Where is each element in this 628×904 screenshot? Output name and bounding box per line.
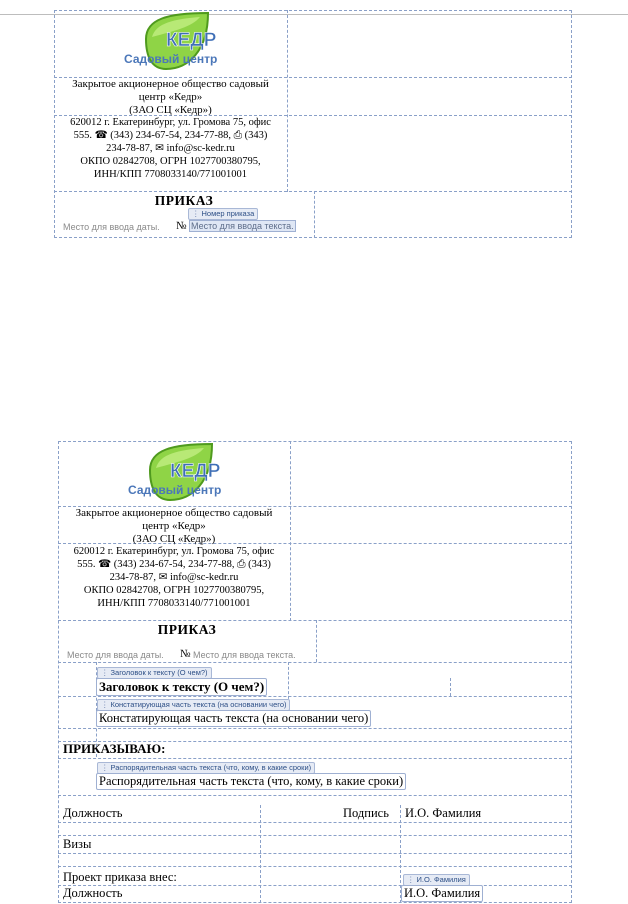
signature-sign-label: Подпись xyxy=(343,806,389,820)
company-logo xyxy=(126,442,222,508)
email-line: 234-78-87, ✉ info@sc-kedr.ru xyxy=(106,143,235,154)
directive-field[interactable]: Распорядительная часть текста (что, кому, в какие сроки) xyxy=(96,773,406,790)
order-date-field[interactable]: Место для ввода даты. xyxy=(67,650,164,660)
project-position: Должность xyxy=(63,886,123,900)
org-short-name: (ЗАО СЦ «Кедр») xyxy=(129,104,212,116)
project-name-tag: ⋮ И.О. Фамилия xyxy=(403,874,470,886)
row-line xyxy=(58,885,572,886)
svg-text:КЕДР: КЕДР xyxy=(170,461,221,482)
inn-line: ИНН/КПП 7708033140/771001001 xyxy=(97,598,251,609)
row-line xyxy=(58,866,572,867)
project-name-field[interactable]: И.О. Фамилия xyxy=(401,885,483,902)
org-name-line: центр «Кедр» xyxy=(142,520,206,532)
row-line xyxy=(58,620,572,621)
address-block xyxy=(54,116,287,181)
address-line: 620012 г. Екатеринбург, ул. Громова 75, офис xyxy=(70,117,271,128)
directive-tag: ⋮ Распорядительная часть текста (что, кому, в какие сроки) xyxy=(97,762,315,774)
org-name-block xyxy=(58,507,290,546)
order-word: ПРИКАЗЫВАЮ: xyxy=(63,741,166,756)
address-block xyxy=(58,545,290,610)
column-line xyxy=(260,805,261,903)
column-line xyxy=(450,678,451,696)
row-line xyxy=(58,853,572,854)
order-date-field[interactable]: Место для ввода даты. xyxy=(63,222,160,232)
signature-name: И.О. Фамилия xyxy=(405,806,482,820)
email-line: 234-78-87, ✉ info@sc-kedr.ru xyxy=(109,572,239,583)
order-number-field[interactable]: Место для ввода текста. xyxy=(191,221,294,231)
statement-field[interactable]: Констатирующая часть текста (на основании чего) xyxy=(96,710,371,727)
okpo-line: ОКПО 02842708, ОГРН 1027700380795, xyxy=(80,156,261,167)
phone-line: 555. ☎ (343) 234-67-54, 234-77-88, ⎙ (343) xyxy=(73,130,268,141)
project-label: Проект приказа внес: xyxy=(63,870,177,884)
header-divider xyxy=(314,191,315,238)
svg-text:КЕДР: КЕДР xyxy=(166,30,217,51)
header-divider xyxy=(316,620,317,662)
address-line: 620012 г. Екатеринбург, ул. Громова 75, офис xyxy=(73,546,275,557)
company-logo xyxy=(122,11,218,77)
row-line xyxy=(58,662,572,663)
row-line xyxy=(58,758,572,759)
heading-tag: ⋮ Заголовок к тексту (О чем?) xyxy=(97,667,212,679)
org-name-line: Закрытое акционерное общество садовый xyxy=(75,507,273,519)
okpo-line: ОКПО 02842708, ОГРН 1027700380795, xyxy=(83,585,265,596)
row-line xyxy=(58,728,572,729)
number-tag: ⋮ Номер приказа xyxy=(188,208,258,220)
header-divider xyxy=(287,10,288,192)
row-line xyxy=(58,696,572,697)
org-name-block xyxy=(54,78,287,117)
row-line xyxy=(58,822,572,823)
statement-tag: ⋮ Констатирующая часть текста (на основании чего) xyxy=(97,699,290,711)
header-row-line xyxy=(54,191,572,192)
order-title: ПРИКАЗ xyxy=(157,622,217,637)
order-number-field[interactable]: Место для ввода текста. xyxy=(193,650,296,660)
phone-line: 555. ☎ (343) 234-67-54, 234-77-88, ⎙ (343) xyxy=(77,559,271,570)
number-symbol: № xyxy=(180,648,191,660)
row-line xyxy=(58,835,572,836)
org-name-line: Закрытое акционерное общество садовый xyxy=(72,78,269,90)
row-line xyxy=(58,795,572,796)
svg-text:Садовый центр: Садовый центр xyxy=(124,52,218,66)
org-short-name: (ЗАО СЦ «Кедр») xyxy=(132,533,216,545)
order-title: ПРИКАЗ xyxy=(154,193,214,208)
svg-text:Садовый центр: Садовый центр xyxy=(128,483,222,497)
org-name-line: центр «Кедр» xyxy=(138,91,203,103)
inn-line: ИНН/КПП 7708033140/771001001 xyxy=(93,169,248,180)
number-symbol: № xyxy=(176,220,187,232)
heading-field[interactable]: Заголовок к тексту (О чем?) xyxy=(96,678,267,696)
signature-position: Должность xyxy=(63,806,123,820)
visas-label: Визы xyxy=(63,837,92,851)
header-divider xyxy=(290,441,291,621)
